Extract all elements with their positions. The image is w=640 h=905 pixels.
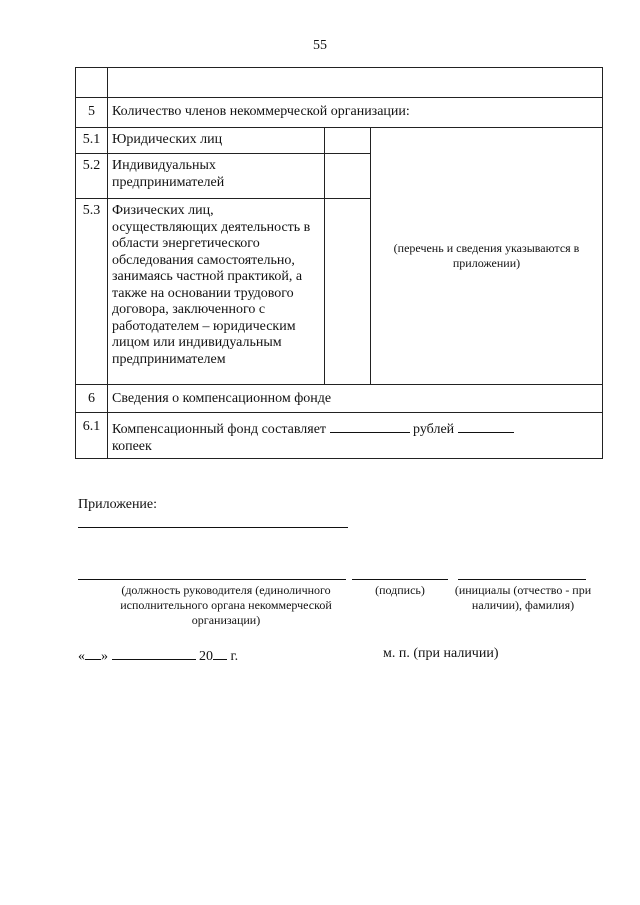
stamp-label: м. п. (при наличии)	[383, 646, 499, 661]
kopecks-text: копеек	[112, 438, 152, 454]
table-row-6	[76, 385, 603, 413]
kopecks-blank[interactable]	[458, 419, 514, 433]
form-table	[75, 67, 603, 459]
row-label: Физических лиц, осуществляющих деятельность в области энергетического обследования самостоятельно, занимаясь частной практикой, а также на основании трудового договора, заключенного с работодателем – юридическим лицом или индивидуальным предпринимателем	[108, 199, 325, 385]
table-row-5	[76, 98, 603, 128]
position-line[interactable]	[78, 579, 346, 580]
initials-caption: (инициалы (отчество - при наличии), фамилия)	[454, 583, 592, 612]
row-number: 5.2	[76, 154, 108, 199]
position-caption: (должность руководителя (единоличного исполнительного органа некоммерческой организации)	[120, 583, 332, 627]
row-number: 6	[76, 385, 108, 413]
row-number: 5.1	[76, 128, 108, 154]
row-number: 5	[76, 98, 108, 128]
value-cell[interactable]	[325, 199, 371, 385]
date-line	[78, 646, 238, 665]
date-open-quote: «	[78, 649, 85, 664]
table-cell	[76, 68, 108, 98]
value-cell[interactable]	[325, 128, 371, 154]
year-blank[interactable]	[213, 646, 227, 660]
initials-line[interactable]	[458, 579, 586, 580]
page-number: 55	[313, 38, 327, 53]
row-label: Сведения о компенсационном фонде	[108, 385, 603, 413]
row-label: Юридических лиц	[108, 128, 325, 154]
value-cell[interactable]	[325, 154, 371, 199]
year-suffix: г.	[230, 649, 239, 664]
table-cell	[108, 68, 603, 98]
signature-line[interactable]	[352, 579, 448, 580]
year-prefix: 20	[199, 649, 213, 664]
row-label	[108, 413, 603, 459]
rubles-text: рублей	[413, 422, 455, 437]
row-number: 6.1	[76, 413, 108, 459]
month-blank[interactable]	[112, 646, 196, 660]
row-number: 5.3	[76, 199, 108, 385]
fund-text: Компенсационный фонд составляет	[112, 422, 327, 437]
date-close-quote: »	[101, 649, 108, 664]
row-label: Индивидуальных предпринимателей	[108, 154, 325, 199]
row-label: Количество членов некоммерческой организации:	[108, 98, 603, 128]
table-row-5-1	[76, 128, 603, 154]
appendix-label: Приложение:	[78, 497, 158, 512]
table-row-6-1	[76, 413, 603, 459]
table-row-empty-header	[76, 68, 603, 98]
appendix-line[interactable]	[78, 527, 348, 528]
day-blank[interactable]	[85, 646, 101, 660]
signature-caption: (подпись)	[375, 583, 425, 597]
note-cell: (перечень и сведения указываются в приложении)	[371, 128, 603, 385]
rubles-blank[interactable]	[330, 419, 410, 433]
